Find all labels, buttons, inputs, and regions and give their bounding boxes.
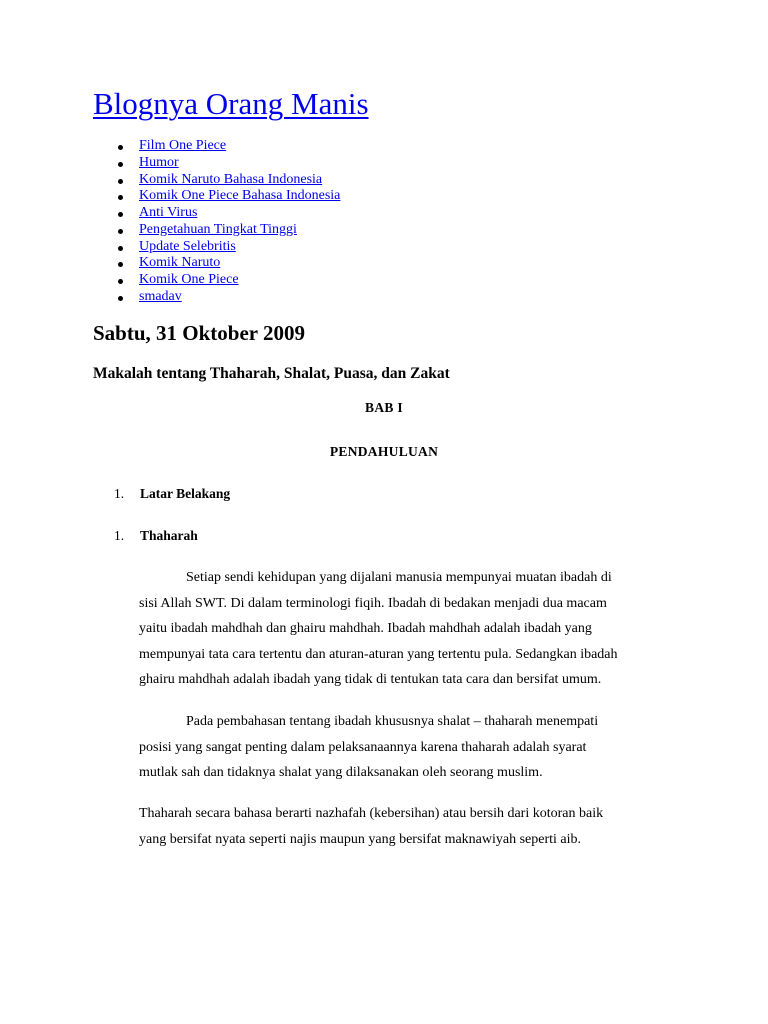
section-latar-belakang (114, 486, 230, 502)
chapter-title: PENDAHULUAN (329, 444, 439, 459)
paragraph-line: yang bersifat nyata seperti najis maupun yang bersifat maknawiyah seperti aib. (139, 831, 582, 847)
nav-item (139, 205, 340, 222)
nav-link-film-one-piece[interactable]: Film One Piece (139, 138, 227, 153)
nav-link-anti-virus[interactable]: Anti Virus (139, 205, 198, 220)
nav-item (139, 222, 340, 239)
post-title: Makalah tentang Thaharah, Shalat, Puasa, dan Zakat (93, 365, 450, 382)
paragraph-line: ghairu mahdhah adalah ibadah yang tidak di tentukan tata cara dan bersifat umum. (139, 672, 602, 687)
blog-title-link[interactable]: Blognya Orang Manis (93, 86, 369, 121)
paragraph-line: yaitu ibadah mahdhah dan ghairu mahdhah. Ibadah mahdhah adalah ibadah yang (139, 621, 592, 636)
paragraph-shalat (139, 709, 679, 786)
paragraph-line: sisi Allah SWT. Di dalam terminologi fiqih. Ibadah di bedakan menjadi dua macam (139, 595, 607, 611)
chapter-heading: BAB I (365, 400, 403, 415)
paragraph-definisi-thaharah (139, 801, 679, 852)
nav-item (139, 239, 340, 256)
paragraph-line: Thaharah secara bahasa berarti nazhafah (kebersihan) atau bersih dari kotoran baik (139, 806, 604, 821)
nav-link-list (139, 138, 340, 306)
nav-link-komik-naruto[interactable]: Komik Naruto (139, 255, 221, 271)
nav-item (139, 188, 340, 205)
nav-link-update-selebritis[interactable]: Update Selebritis (139, 238, 236, 254)
section-number: 1. (114, 486, 125, 501)
paragraph-line: mutlak sah dan tidaknya shalat yang dilaksanakan oleh seorang muslim. (139, 765, 543, 780)
nav-item (139, 255, 340, 272)
section-label: Latar Belakang (140, 486, 231, 501)
nav-link-komik-one-piece[interactable]: Komik One Piece (139, 272, 239, 287)
nav-link-komik-one-piece-bahasa-indonesia[interactable]: Komik One Piece Bahasa Indonesia (139, 188, 341, 204)
section-number: 1. (114, 528, 125, 543)
nav-link-smadav[interactable]: smadav (139, 288, 182, 304)
paragraph-line: Pada pembahasan tentang ibadah khususnya shalat – thaharah menempati (186, 714, 599, 729)
nav-link-pengetahuan-tingkat-tinggi[interactable]: Pengetahuan Tingkat Tinggi (139, 221, 297, 237)
paragraph-line: posisi yang sangat penting dalam pelaksanaannya karena thaharah adalah syarat (139, 739, 587, 755)
nav-link-humor[interactable]: Humor (139, 154, 179, 170)
nav-item (139, 172, 340, 189)
paragraph-ibadah (139, 565, 679, 693)
post-date: Sabtu, 31 Oktober 2009 (93, 321, 305, 345)
section-label: Thaharah (140, 528, 198, 543)
nav-item (139, 289, 340, 306)
paragraph-line: Setiap sendi kehidupan yang dijalani manusia mempunyai muatan ibadah di (186, 570, 612, 585)
nav-item (139, 138, 340, 155)
nav-item (139, 155, 340, 172)
section-thaharah (114, 528, 198, 544)
nav-item (139, 272, 340, 289)
paragraph-line: mempunyai tata cara tertentu dan aturan-aturan yang tertentu pula. Sedangkan ibadah (139, 646, 618, 662)
nav-link-komik-naruto-bahasa-indonesia[interactable]: Komik Naruto Bahasa Indonesia (139, 171, 323, 187)
